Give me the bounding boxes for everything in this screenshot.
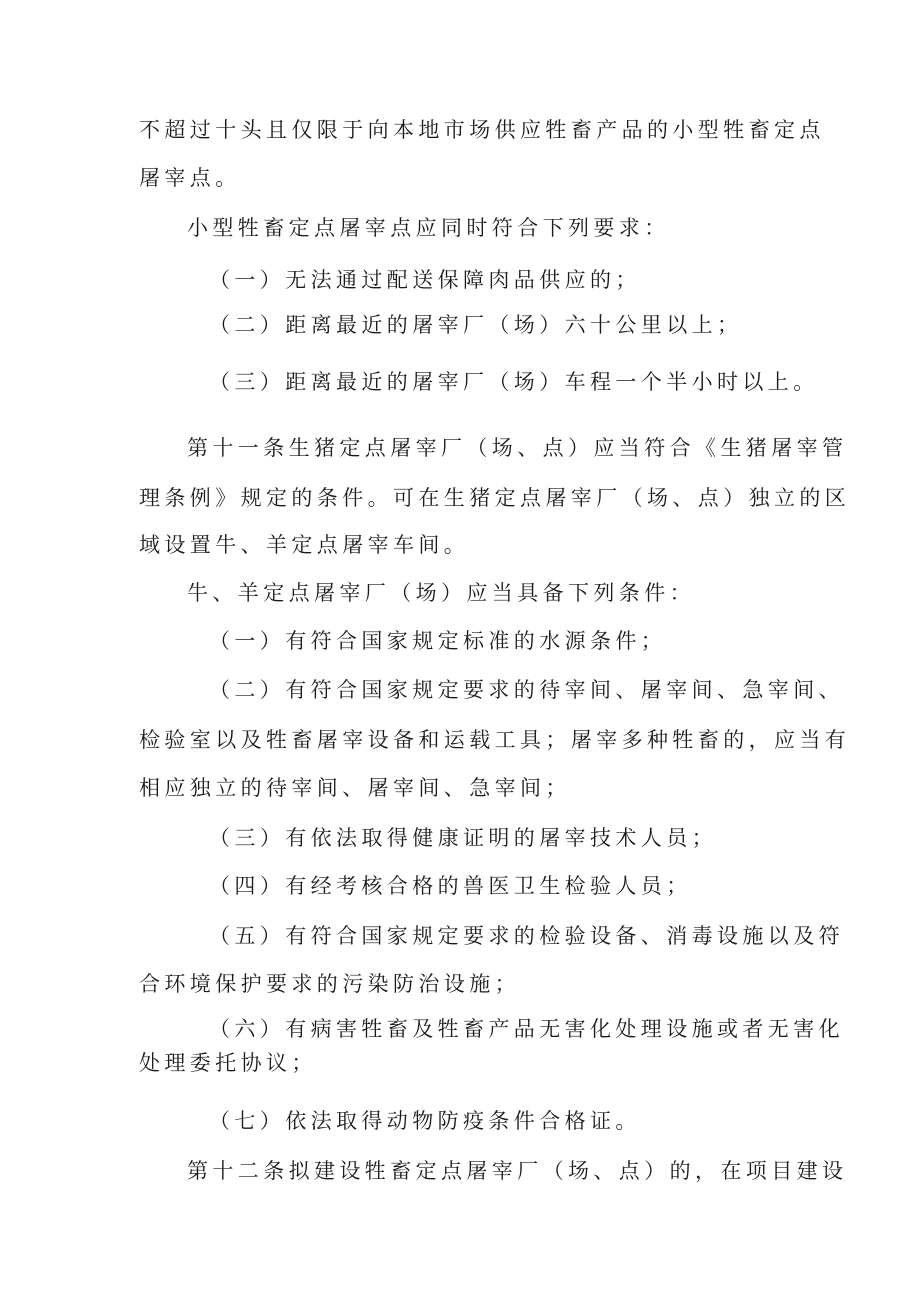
text-line: （一）无法通过配送保障肉品供应的； [209, 268, 641, 292]
text-line: 小型牲畜定点屠宰点应同时符合下列要求： [187, 216, 670, 240]
text-line: （二）有符合国家规定要求的待宰间、屠宰间、急宰间、 [209, 678, 844, 702]
text-line: 第十一条生猪定点屠宰厂（场、点）应当符合《生猪屠宰管 [187, 436, 848, 460]
text-line: （二）距离最近的屠宰厂（场）六十公里以上； [209, 313, 743, 337]
text-line: （六）有病害牲畜及牲畜产品无害化处理设施或者无害化 [209, 1017, 844, 1041]
text-line: 合环境保护要求的污染防治设施； [139, 972, 520, 996]
text-line: 理条例》规定的条件。可在生猪定点屠宰厂（场、点）独立的区 [139, 486, 851, 510]
text-line: （七）依法取得动物防疫条件合格证。 [209, 1109, 641, 1133]
text-line: 处理委托协议； [139, 1051, 317, 1075]
text-line: （一）有符合国家规定标准的水源条件； [209, 629, 667, 653]
text-line: 不超过十头且仅限于向本地市场供应牲畜产品的小型牲畜定点 [139, 118, 825, 142]
text-line: 相应独立的待宰间、屠宰间、急宰间； [139, 776, 571, 800]
text-line: （五）有符合国家规定要求的检验设备、消毒设施以及符 [209, 924, 844, 948]
text-line: （四）有经考核合格的兽医卫生检验人员； [209, 874, 692, 898]
text-line: 第十二条拟建设牲畜定点屠宰厂（场、点）的，在项目建设 [187, 1159, 848, 1183]
text-line: 检验室以及牲畜屠宰设备和运载工具；屠宰多种牲畜的，应当有 [139, 728, 851, 752]
text-line: 屠宰点。 [139, 166, 241, 190]
text-line: 牛、羊定点屠宰厂（场）应当具备下列条件： [187, 581, 695, 605]
text-line: （三）距离最近的屠宰厂（场）车程一个半小时以上。 [209, 370, 819, 394]
text-line: 域设置牛、羊定点屠宰车间。 [139, 533, 470, 557]
text-line: （三）有依法取得健康证明的屠宰技术人员； [209, 826, 717, 850]
